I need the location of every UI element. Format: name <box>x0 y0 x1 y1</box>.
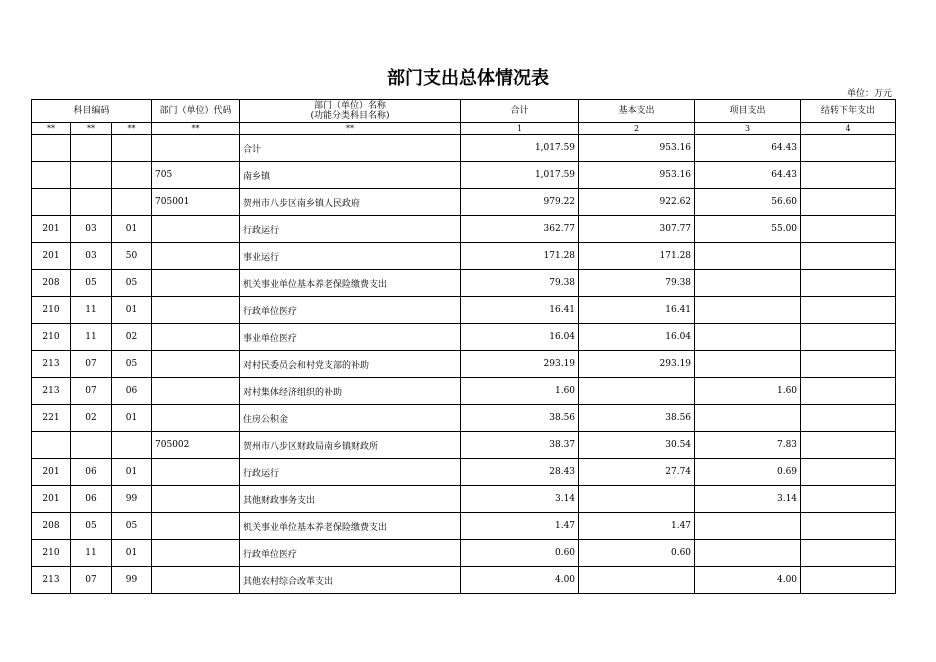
project-cell: 56.60 <box>695 189 801 216</box>
carryover-cell <box>801 378 896 405</box>
table-row <box>32 243 896 270</box>
header-project: 项目支出 <box>695 100 801 123</box>
table-row <box>32 540 896 567</box>
total-cell: 0.60 <box>461 540 579 567</box>
table-row <box>32 216 896 243</box>
project-cell: 55.00 <box>695 216 801 243</box>
dept-code-cell <box>152 324 240 351</box>
dept-code-cell <box>152 378 240 405</box>
dept-code-cell <box>152 486 240 513</box>
subject-item-cell: 07 <box>71 378 112 405</box>
header-dept-name-line1: 部门（单位）名称 <box>314 101 387 111</box>
subheader-cell: ** <box>152 123 240 135</box>
subheader-cell: 1 <box>461 123 579 135</box>
dept-name-cell: 对村集体经济组织的补助 <box>240 378 461 405</box>
carryover-cell <box>801 459 896 486</box>
subject-subitem-cell: 05 <box>112 351 152 378</box>
carryover-cell <box>801 162 896 189</box>
dept-code-cell: 705002 <box>152 432 240 459</box>
basic-cell <box>579 567 695 594</box>
subject-subitem-cell <box>112 432 152 459</box>
basic-cell: 16.04 <box>579 324 695 351</box>
dept-name-cell: 南乡镇 <box>240 162 461 189</box>
subject-class-cell: 208 <box>32 513 71 540</box>
subheader-cell: ** <box>71 123 112 135</box>
dept-name-cell: 机关事业单位基本养老保险缴费支出 <box>240 513 461 540</box>
subject-class-cell: 201 <box>32 243 71 270</box>
carryover-cell <box>801 540 896 567</box>
subject-item-cell: 02 <box>71 405 112 432</box>
dept-name-cell: 机关事业单位基本养老保险缴费支出 <box>240 270 461 297</box>
header-dept-code: 部门（单位）代码 <box>152 100 240 123</box>
total-cell: 4.00 <box>461 567 579 594</box>
total-cell: 38.37 <box>461 432 579 459</box>
project-cell <box>695 243 801 270</box>
subject-subitem-cell: 50 <box>112 243 152 270</box>
dept-code-cell: 705 <box>152 162 240 189</box>
subject-class-cell: 210 <box>32 324 71 351</box>
project-cell <box>695 297 801 324</box>
subject-class-cell: 213 <box>32 351 71 378</box>
subject-item-cell: 06 <box>71 459 112 486</box>
dept-code-cell <box>152 351 240 378</box>
subheader-cell: ** <box>112 123 152 135</box>
table-row <box>32 567 896 594</box>
header-total: 合计 <box>461 100 579 123</box>
subject-subitem-cell <box>112 162 152 189</box>
subject-item-cell: 03 <box>71 216 112 243</box>
carryover-cell <box>801 513 896 540</box>
basic-cell: 0.60 <box>579 540 695 567</box>
basic-cell: 79.38 <box>579 270 695 297</box>
dept-name-cell: 事业单位医疗 <box>240 324 461 351</box>
total-cell: 171.28 <box>461 243 579 270</box>
total-cell: 16.41 <box>461 297 579 324</box>
subject-item-cell: 11 <box>71 297 112 324</box>
total-cell: 38.56 <box>461 405 579 432</box>
subject-class-cell: 201 <box>32 216 71 243</box>
dept-code-cell <box>152 216 240 243</box>
basic-cell: 307.77 <box>579 216 695 243</box>
subject-class-cell <box>32 432 71 459</box>
page-title: 部门支出总体情况表 <box>387 68 549 89</box>
subject-subitem-cell: 01 <box>112 540 152 567</box>
project-cell: 64.43 <box>695 162 801 189</box>
carryover-cell <box>801 189 896 216</box>
dept-name-cell: 住房公积金 <box>240 405 461 432</box>
total-cell: 979.22 <box>461 189 579 216</box>
subject-item-cell: 07 <box>71 351 112 378</box>
project-cell <box>695 270 801 297</box>
dept-name-cell: 对村民委员会和村党支部的补助 <box>240 351 461 378</box>
project-cell: 3.14 <box>695 486 801 513</box>
subject-class-cell: 213 <box>32 567 71 594</box>
total-cell: 293.19 <box>461 351 579 378</box>
dept-code-cell <box>152 243 240 270</box>
carryover-cell <box>801 270 896 297</box>
dept-code-cell <box>152 567 240 594</box>
subject-subitem-cell <box>112 135 152 162</box>
total-cell: 1.47 <box>461 513 579 540</box>
total-cell: 1,017.59 <box>461 135 579 162</box>
subheader-row <box>32 123 896 135</box>
total-cell: 362.77 <box>461 216 579 243</box>
total-cell: 1.60 <box>461 378 579 405</box>
total-cell: 28.43 <box>461 459 579 486</box>
header-basic: 基本支出 <box>579 100 695 123</box>
subject-class-cell: 201 <box>32 486 71 513</box>
subject-item-cell <box>71 189 112 216</box>
dept-name-cell: 事业运行 <box>240 243 461 270</box>
subject-class-cell <box>32 189 71 216</box>
total-cell: 16.04 <box>461 324 579 351</box>
subject-item-cell: 06 <box>71 486 112 513</box>
project-cell: 4.00 <box>695 567 801 594</box>
subheader-cell: ** <box>240 123 461 135</box>
project-cell <box>695 351 801 378</box>
dept-name-cell: 行政运行 <box>240 459 461 486</box>
dept-name-cell: 其他财政事务支出 <box>240 486 461 513</box>
carryover-cell <box>801 567 896 594</box>
carryover-cell <box>801 351 896 378</box>
subheader-cell: 2 <box>579 123 695 135</box>
subject-class-cell: 221 <box>32 405 71 432</box>
total-cell: 79.38 <box>461 270 579 297</box>
project-cell <box>695 324 801 351</box>
subject-item-cell: 11 <box>71 540 112 567</box>
table-row <box>32 162 896 189</box>
dept-name-cell: 行政单位医疗 <box>240 297 461 324</box>
subject-class-cell <box>32 162 71 189</box>
subject-subitem-cell: 05 <box>112 513 152 540</box>
expenditure-table <box>31 99 896 594</box>
subject-class-cell: 213 <box>32 378 71 405</box>
project-cell: 0.69 <box>695 459 801 486</box>
project-cell: 7.83 <box>695 432 801 459</box>
subject-class-cell <box>32 135 71 162</box>
dept-code-cell <box>152 540 240 567</box>
carryover-cell <box>801 135 896 162</box>
dept-code-cell <box>152 270 240 297</box>
carryover-cell <box>801 243 896 270</box>
table-row <box>32 486 896 513</box>
header-dept-name <box>240 100 461 123</box>
basic-cell: 30.54 <box>579 432 695 459</box>
subject-subitem-cell: 01 <box>112 459 152 486</box>
subject-subitem-cell: 05 <box>112 270 152 297</box>
table-row <box>32 270 896 297</box>
subject-item-cell <box>71 135 112 162</box>
table-row <box>32 405 896 432</box>
carryover-cell <box>801 324 896 351</box>
project-cell: 1.60 <box>695 378 801 405</box>
dept-code-cell <box>152 405 240 432</box>
carryover-cell <box>801 432 896 459</box>
subheader-cell: 4 <box>801 123 896 135</box>
table-row <box>32 378 896 405</box>
unit-label: 单位：万元 <box>846 89 892 99</box>
subject-subitem-cell <box>112 189 152 216</box>
basic-cell: 953.16 <box>579 162 695 189</box>
dept-code-cell <box>152 135 240 162</box>
subject-item-cell: 05 <box>71 270 112 297</box>
carryover-cell <box>801 405 896 432</box>
subject-subitem-cell: 01 <box>112 297 152 324</box>
subject-subitem-cell: 06 <box>112 378 152 405</box>
dept-name-cell: 合计 <box>240 135 461 162</box>
table-row <box>32 513 896 540</box>
project-cell: 64.43 <box>695 135 801 162</box>
header-carryover: 结转下年支出 <box>801 100 896 123</box>
table-row <box>32 297 896 324</box>
dept-name-cell: 行政单位医疗 <box>240 540 461 567</box>
carryover-cell <box>801 297 896 324</box>
subject-item-cell <box>71 432 112 459</box>
project-cell <box>695 405 801 432</box>
basic-cell: 38.56 <box>579 405 695 432</box>
table-row <box>32 459 896 486</box>
dept-code-cell <box>152 297 240 324</box>
basic-cell: 1.47 <box>579 513 695 540</box>
dept-name-cell: 贺州市八步区财政局南乡镇财政所 <box>240 432 461 459</box>
subject-subitem-cell: 99 <box>112 486 152 513</box>
dept-code-cell <box>152 513 240 540</box>
table-row <box>32 189 896 216</box>
subheader-cell: ** <box>32 123 71 135</box>
subject-item-cell <box>71 162 112 189</box>
subject-item-cell: 03 <box>71 243 112 270</box>
header-row <box>32 100 896 123</box>
subject-subitem-cell: 02 <box>112 324 152 351</box>
subject-subitem-cell: 01 <box>112 405 152 432</box>
basic-cell: 27.74 <box>579 459 695 486</box>
subject-item-cell: 05 <box>71 513 112 540</box>
total-cell: 1,017.59 <box>461 162 579 189</box>
dept-code-cell <box>152 459 240 486</box>
total-cell: 3.14 <box>461 486 579 513</box>
basic-cell <box>579 486 695 513</box>
subject-class-cell: 208 <box>32 270 71 297</box>
basic-cell: 922.62 <box>579 189 695 216</box>
subject-class-cell: 210 <box>32 540 71 567</box>
table-row <box>32 432 896 459</box>
header-dept-name-line2: (功能分类科目名称) <box>310 111 390 121</box>
subject-class-cell: 210 <box>32 297 71 324</box>
carryover-cell <box>801 216 896 243</box>
dept-name-cell: 贺州市八步区南乡镇人民政府 <box>240 189 461 216</box>
subject-item-cell: 11 <box>71 324 112 351</box>
carryover-cell <box>801 486 896 513</box>
table-row <box>32 135 896 162</box>
basic-cell: 171.28 <box>579 243 695 270</box>
dept-code-cell: 705001 <box>152 189 240 216</box>
table-row <box>32 324 896 351</box>
basic-cell <box>579 378 695 405</box>
subject-item-cell: 07 <box>71 567 112 594</box>
dept-name-cell: 其他农村综合改革支出 <box>240 567 461 594</box>
subject-subitem-cell: 01 <box>112 216 152 243</box>
basic-cell: 16.41 <box>579 297 695 324</box>
subheader-cell: 3 <box>695 123 801 135</box>
basic-cell: 293.19 <box>579 351 695 378</box>
header-subject-code: 科目编码 <box>32 100 152 123</box>
basic-cell: 953.16 <box>579 135 695 162</box>
subject-class-cell: 201 <box>32 459 71 486</box>
project-cell <box>695 513 801 540</box>
dept-name-cell: 行政运行 <box>240 216 461 243</box>
table-row <box>32 351 896 378</box>
project-cell <box>695 540 801 567</box>
subject-subitem-cell: 99 <box>112 567 152 594</box>
